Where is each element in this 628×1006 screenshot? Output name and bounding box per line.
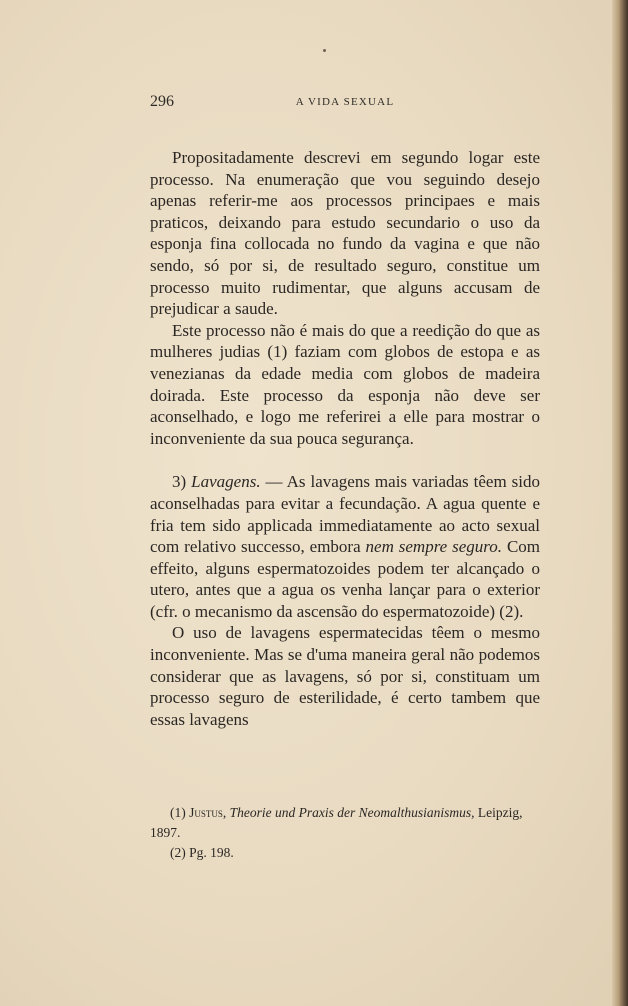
paragraph-3 <box>150 471 540 622</box>
footnote-2 <box>150 843 540 863</box>
page-number: 296 <box>150 93 174 110</box>
paragraph-3-part-2: Com effeito, alguns espermatozoides podem ter alcançado o utero, antes que a agua os venha lançar para o exterior (cfr. o mecanismo da ascensão do espermatozoide) (2). <box>150 537 540 621</box>
book-spine-shadow <box>612 0 628 1006</box>
footnote-2-marker: (2) <box>170 845 186 860</box>
footnote-2-text: Pg. 198. <box>189 845 234 860</box>
footnotes <box>150 803 540 863</box>
running-head: A VIDA SEXUAL <box>295 96 395 108</box>
paragraph-1: Propositadamente descrevi em segundo logar este processo. Na enumeração que vou seguindo desejo apenas referir-me aos processos principaes e mais praticos, deixando para estudo secundario o uso da esponja fina collocada no fundo da vagina e que não sendo, só por si, de resultado seguro, constitue um processo muito rudimentar, que alguns accusam de prejudicar a saude. <box>150 148 540 319</box>
paper-speck <box>323 49 326 52</box>
section-number: 3) <box>172 472 187 492</box>
footnote-1-title: Theorie und Praxis der Neomalthusianismus, <box>229 805 475 820</box>
page-header <box>150 93 540 113</box>
footnote-1-marker: (1) <box>170 805 186 820</box>
footnote-1-author: Justus, <box>189 805 227 820</box>
paragraph-4: O uso de lavagens espermatecidas têem o mesmo inconveniente. Mas se d'uma maneira geral não podemos considerar que as lavagens, só por si, constituam um processo seguro de esterilidade, é certo tambem que essas lavagens <box>150 623 540 729</box>
footnote-1-place: Leipzig, 1897. <box>150 805 523 840</box>
paragraph-3-part-1: — As lavagens mais variadas têem sido aconselhadas para evitar a fecundação. A agua quente e fria tem sido applicada immediatamente ao acto sexual com relativo successo, embora <box>150 472 540 557</box>
section-heading: Lavagens. <box>191 472 261 492</box>
paragraph-2: Este processo não é mais do que a reedição do que as mulheres judias (1) faziam com globos de estopa e as venezianas da edade media com globos de madeira doirada. Este processo da esponja não deve ser aconselhado, e logo me referirei a elle para mostrar o inconveniente da sua pouca segurança. <box>150 320 540 448</box>
paragraph-3-emphasis: nem sempre seguro. <box>365 537 503 557</box>
body-text <box>150 147 540 730</box>
footnote-1 <box>150 803 540 843</box>
